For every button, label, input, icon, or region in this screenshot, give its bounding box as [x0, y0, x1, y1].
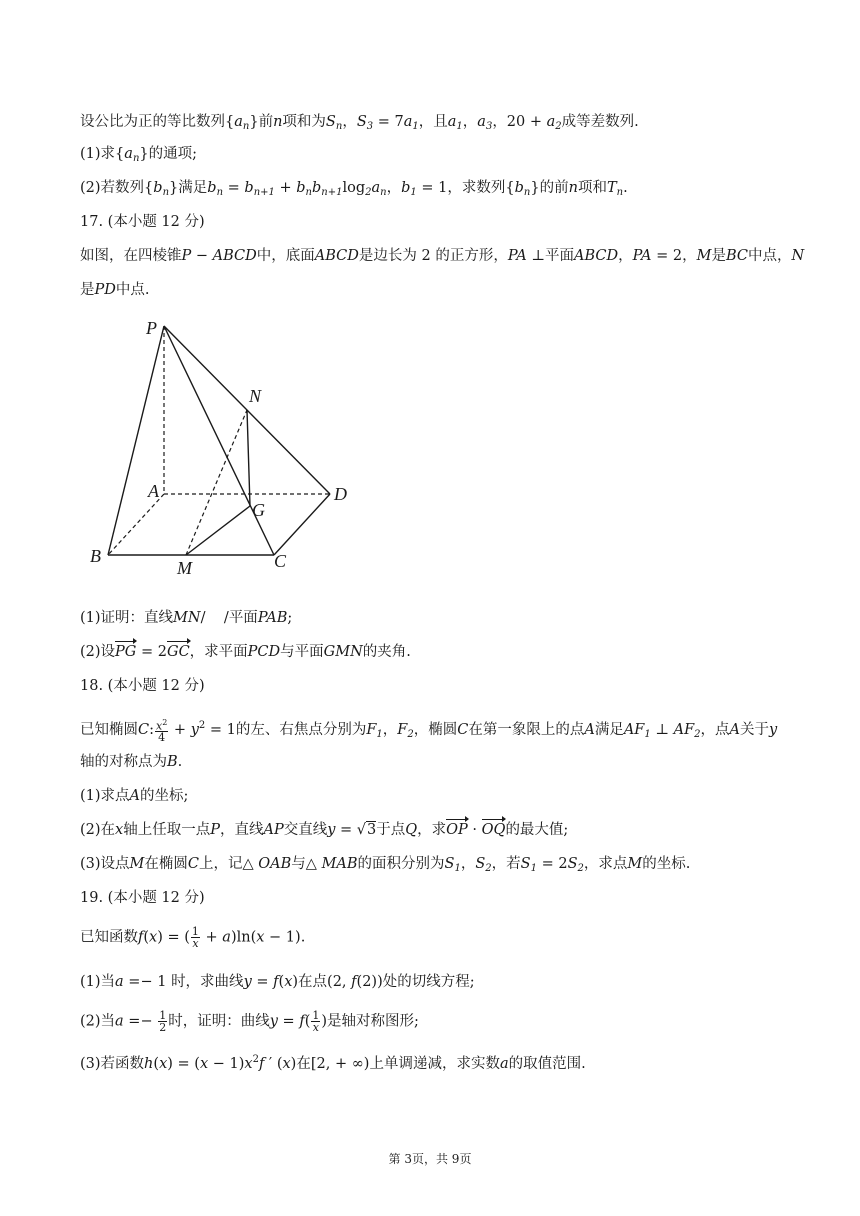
- p17-stem-line1: 如图，在四棱锥P − ABCD中，底面ABCD是边长为 2 的正方形，PA ⊥平面ABCD，PA = 2，M是BC中点，N: [80, 248, 805, 264]
- edge-NG: [247, 410, 250, 506]
- pyramid-figure: [86, 312, 366, 582]
- label-N: N: [249, 386, 262, 406]
- edge-CD: [274, 494, 330, 555]
- edge-PC: [164, 326, 274, 555]
- p18-header: 18. (本小题 12 分): [80, 678, 205, 694]
- p18-q3: (3)设点M在椭圆C上，记△ OAB与△ MAB的面积分别为$S_1$，$S_2$，若$S_1 = 2S_2$，求点M的坐标.: [80, 856, 691, 874]
- label-C: C: [274, 551, 287, 571]
- p19-header: 19. (本小题 12 分): [80, 890, 205, 906]
- p19-q3: (3)若函数$h(x) = (x - 1)x^2f$ ′ (x)在[2, + ∞)上单调递减，求实数a的取值范围.: [80, 1054, 586, 1072]
- p17-q1: (1)证明：直线MN/ /平面PAB;: [80, 610, 293, 626]
- p18-q1: (1)求点A的坐标;: [80, 788, 189, 804]
- p16-q1: (1)求$\{a_n\}$的通项;: [80, 146, 198, 164]
- label-M: M: [177, 558, 192, 578]
- p16-stem: 设公比为正的等比数列$\{a_n\}$前n项和为$S_n$，$S_3 = 7a_1$，且$a_1$，$a_3$，$20 + a_2$成等差数列.: [80, 114, 639, 132]
- p18-stem-line2: 轴的对称点为B.: [80, 754, 183, 770]
- edge-MG: [186, 506, 250, 555]
- label-A: A: [148, 481, 159, 501]
- p17-header: 17. (本小题 12 分): [80, 214, 205, 230]
- label-G: G: [252, 500, 265, 520]
- edge-MN: [186, 410, 247, 555]
- p17-stem-line2: 是PD中点.: [80, 282, 150, 298]
- label-D: D: [334, 484, 347, 504]
- p19-q1: (1)当a =− 1 时，求曲线y = f(x)在点(2, f(2))处的切线方程;: [80, 974, 475, 990]
- p16-q2: (2)若数列$\{b_n\}$满足$b_n = b_{n+1} + b_nb_{n+1}\log_2a_n$，$b_1 = 1$，求数列$\{b_n\}$的前n项和$T_n$.: [80, 180, 628, 198]
- p18-stem-line1: 已知椭圆C: $\frac{x^2}{4}$ + $y^2 = 1$的左、右焦点分别为$F_1$，$F_2$，椭圆C在第一象限上的点A满足$AF_1$ ⊥ $AF_2$，点A关于y: [80, 717, 778, 745]
- edge-AB: [108, 494, 164, 555]
- p18-q2: (2)在x轴上任取一点P，直线AP交直线y = √3于点Q，求OP · OQ的最大值;: [80, 822, 569, 838]
- p19-stem: 已知函数f(x) = ( $\frac{1}{x}$ + a)ln(x − 1).: [80, 925, 306, 950]
- p19-q2: (2)当a =− $\frac{1}{2}$ 时，证明：曲线y = f( $\frac{1}{x}$ )是轴对称图形;: [80, 1009, 419, 1034]
- label-B: B: [90, 546, 101, 566]
- p17-q2: (2)设PG = 2GC，求平面PCD与平面GMN的夹角.: [80, 644, 411, 660]
- label-P: P: [146, 318, 157, 338]
- page-footer: 第 3页，共 9页: [388, 1152, 472, 1166]
- edge-PB: [108, 326, 164, 555]
